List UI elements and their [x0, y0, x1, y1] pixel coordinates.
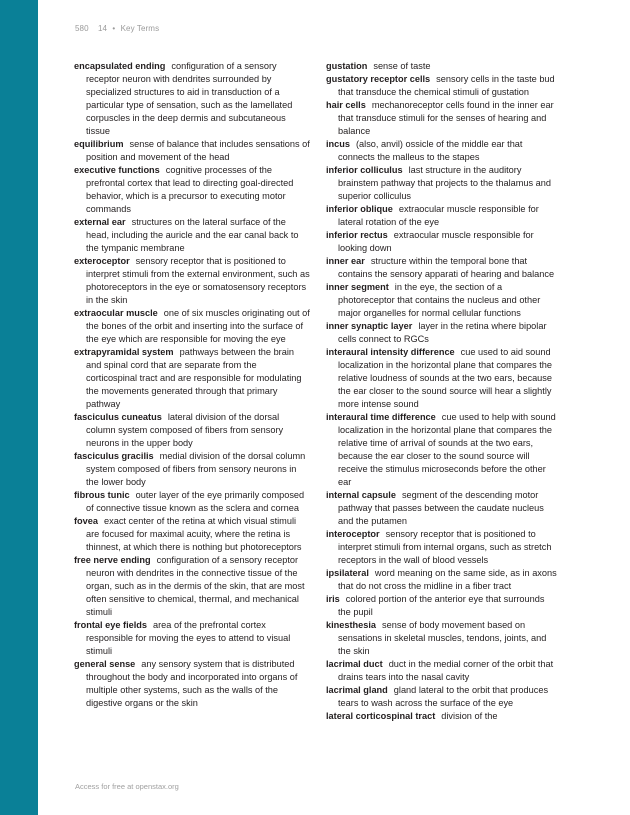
glossary-definition: sensory cells in the taste bud that transduce the chemical stimuli of gustation [338, 74, 555, 97]
glossary-term: iris [326, 594, 340, 604]
side-color-stripe [0, 0, 38, 815]
glossary-entry [326, 255, 558, 281]
glossary-entry [74, 554, 310, 619]
glossary-definition: any sensory system that is distributed throughout the body and incorporated into organs of multiple other systems, such as the walls of the digestive organs or the skin [86, 659, 298, 708]
glossary-definition: medial division of the dorsal column system composed of fibers from sensory neurons in the lower body [86, 451, 306, 487]
glossary-term: lacrimal duct [326, 659, 383, 669]
glossary-entry [326, 138, 558, 164]
glossary-entry [326, 60, 558, 73]
glossary-term: lateral corticospinal tract [326, 711, 436, 721]
running-header [75, 24, 159, 33]
glossary-term: inner synaptic layer [326, 321, 413, 331]
glossary-entry [74, 489, 310, 515]
glossary-definition: (also, anvil) ossicle of the middle ear that connects the malleus to the stapes [338, 139, 523, 162]
glossary-entry [74, 619, 310, 658]
glossary-entry [74, 60, 310, 138]
glossary-definition: configuration of a sensory receptor neuron with dendrites surrounded by specialized structures to aid in transduction of a particular type of sensation, such as the lamellated corpuscles in the deep dermis and subcutaneous tissue [86, 61, 293, 136]
glossary-entry [326, 73, 558, 99]
glossary-definition: sense of balance that includes sensations of position and movement of the head [86, 139, 310, 162]
glossary-definition: sensory receptor that is positioned to interpret stimuli from internal organs, such as stretch receptors in the wall of blood vessels [338, 529, 552, 565]
glossary-definition: sensory receptor that is positioned to interpret stimuli from the external environment, such as photoreceptors in the eye or somatosensory receptors in the skin [86, 256, 310, 305]
glossary-term: ipsilateral [326, 568, 369, 578]
glossary-term: internal capsule [326, 490, 396, 500]
glossary-definition: division of the [441, 711, 498, 721]
glossary-term: external ear [74, 217, 126, 227]
glossary-definition: last structure in the auditory brainstem pathway that projects to the thalamus and superior colliculus [338, 165, 551, 201]
glossary-entry [74, 346, 310, 411]
glossary-entry [326, 593, 558, 619]
glossary-definition: configuration of a sensory receptor neuron with dendrites in the connective tissue of the organ, such as in the dermis of the skin, that are most often sensitive to chemical, thermal, and mechanical stimuli [86, 555, 305, 617]
section-title: Key Terms [120, 24, 160, 33]
glossary-definition: exact center of the retina at which visual stimuli are focused for maximal acuity, where the retina is thinnest, at which there is nothing but photoreceptors [86, 516, 302, 552]
glossary-entry [326, 567, 558, 593]
glossary-definition: area of the prefrontal cortex responsible for moving the eyes to attend to visual stimuli [86, 620, 291, 656]
glossary-term: interaural time difference [326, 412, 436, 422]
glossary-entry [326, 684, 558, 710]
glossary-column-left [74, 60, 310, 710]
page-footer: Access for free at openstax.org [75, 782, 179, 791]
glossary-term: interoceptor [326, 529, 380, 539]
glossary-definition: layer in the retina where bipolar cells connect to RGCs [338, 321, 547, 344]
glossary-entry [326, 320, 558, 346]
glossary-entry [326, 528, 558, 567]
glossary-definition: cue used to help with sound localization in the horizontal plane that compares the relative time of arrival of sounds at the two ears, because the ear closer to the sound source will receive the stimulus microseconds before the other ear [338, 412, 556, 487]
glossary-term: equilibrium [74, 139, 124, 149]
glossary-term: hair cells [326, 100, 366, 110]
glossary-entry [326, 411, 558, 489]
glossary-definition: in the eye, the section of a photoreceptor that contains the nucleus and other major organelles for normal cellular functions [338, 282, 541, 318]
chapter-number: 14 [97, 24, 108, 33]
glossary-entry [74, 411, 310, 450]
glossary-entry [326, 489, 558, 528]
glossary-entry [74, 138, 310, 164]
glossary-definition: extraocular muscle responsible for lateral rotation of the eye [338, 204, 539, 227]
glossary-entry [74, 164, 310, 216]
glossary-definition: one of six muscles originating out of the bones of the orbit and inserting into the surface of the eye which are responsible for moving the eye [86, 308, 310, 344]
glossary-entry [326, 619, 558, 658]
glossary-definition: cognitive processes of the prefrontal cortex that lead to directing goal-directed behavior, which is a precursor to executing motor commands [86, 165, 294, 214]
glossary-term: inner segment [326, 282, 389, 292]
glossary-term: fasciculus gracilis [74, 451, 154, 461]
glossary-term: extrapyramidal system [74, 347, 174, 357]
page-number: 580 [75, 24, 89, 33]
glossary-term: extraocular muscle [74, 308, 158, 318]
header-separator: • [112, 24, 116, 33]
glossary-term: encapsulated ending [74, 61, 166, 71]
glossary-entry [326, 164, 558, 203]
glossary-definition: duct in the medial corner of the orbit that drains tears into the nasal cavity [338, 659, 554, 682]
glossary-term: fibrous tunic [74, 490, 130, 500]
glossary-definition: gland lateral to the orbit that produces tears to wash across the surface of the eye [338, 685, 549, 708]
glossary-term: frontal eye fields [74, 620, 148, 630]
glossary-entry [326, 710, 558, 723]
glossary-term: gustation [326, 61, 368, 71]
glossary-entry [74, 216, 310, 255]
glossary-entry [74, 450, 310, 489]
glossary-definition: cue used to aid sound localization in the horizontal plane that compares the relative loudness of sounds at the two ears, because the ear closer to the sound source will hear a slightly more intense sound [338, 347, 552, 409]
glossary-term: exteroceptor [74, 256, 130, 266]
glossary-term: incus [326, 139, 350, 149]
glossary-entry [74, 255, 310, 307]
glossary-entry [326, 346, 558, 411]
glossary-definition: segment of the descending motor pathway that passes between the caudate nucleus and the putamen [338, 490, 544, 526]
glossary-definition: structure within the temporal bone that contains the sensory apparati of hearing and balance [338, 256, 555, 279]
glossary-definition: outer layer of the eye primarily composed of connective tissue known as the sclera and cornea [86, 490, 305, 513]
glossary-definition: colored portion of the anterior eye that surrounds the pupil [338, 594, 545, 617]
glossary-entry [326, 281, 558, 320]
glossary-term: gustatory receptor cells [326, 74, 431, 84]
glossary-term: inner ear [326, 256, 365, 266]
glossary-definition: extraocular muscle responsible for looking down [338, 230, 534, 253]
glossary-definition: structures on the lateral surface of the head, including the auricle and the ear canal back to the tympanic membrane [86, 217, 299, 253]
glossary-definition: lateral division of the dorsal column system composed of fibers from sensory neurons in the upper body [86, 412, 284, 448]
glossary-term: fasciculus cuneatus [74, 412, 162, 422]
glossary-definition: sense of body movement based on sensations in skeletal muscles, tendons, joints, and the skin [338, 620, 547, 656]
glossary-entry [74, 515, 310, 554]
glossary-column-right [326, 60, 558, 723]
glossary-term: general sense [74, 659, 136, 669]
glossary-term: fovea [74, 516, 99, 526]
glossary-entry [74, 658, 310, 710]
glossary-term: inferior oblique [326, 204, 393, 214]
glossary-term: interaural intensity difference [326, 347, 455, 357]
glossary-entry [326, 203, 558, 229]
glossary-definition: word meaning on the same side, as in axons that do not cross the midline in a fiber tract [338, 568, 557, 591]
glossary-term: inferior colliculus [326, 165, 403, 175]
glossary-term: kinesthesia [326, 620, 377, 630]
glossary-definition: pathways between the brain and spinal cord that are separate from the corticospinal tract and are responsible for modulating the movements generated through that primary pathway [86, 347, 302, 409]
glossary-entry [326, 229, 558, 255]
glossary-entry [326, 99, 558, 138]
glossary-term: executive functions [74, 165, 160, 175]
glossary-term: inferior rectus [326, 230, 388, 240]
glossary-entry [74, 307, 310, 346]
glossary-term: lacrimal gland [326, 685, 388, 695]
glossary-term: free nerve ending [74, 555, 151, 565]
glossary-entry [326, 658, 558, 684]
glossary-definition: mechanoreceptor cells found in the inner ear that transduce stimuli for the senses of hearing and balance [338, 100, 554, 136]
glossary-definition: sense of taste [373, 61, 431, 71]
